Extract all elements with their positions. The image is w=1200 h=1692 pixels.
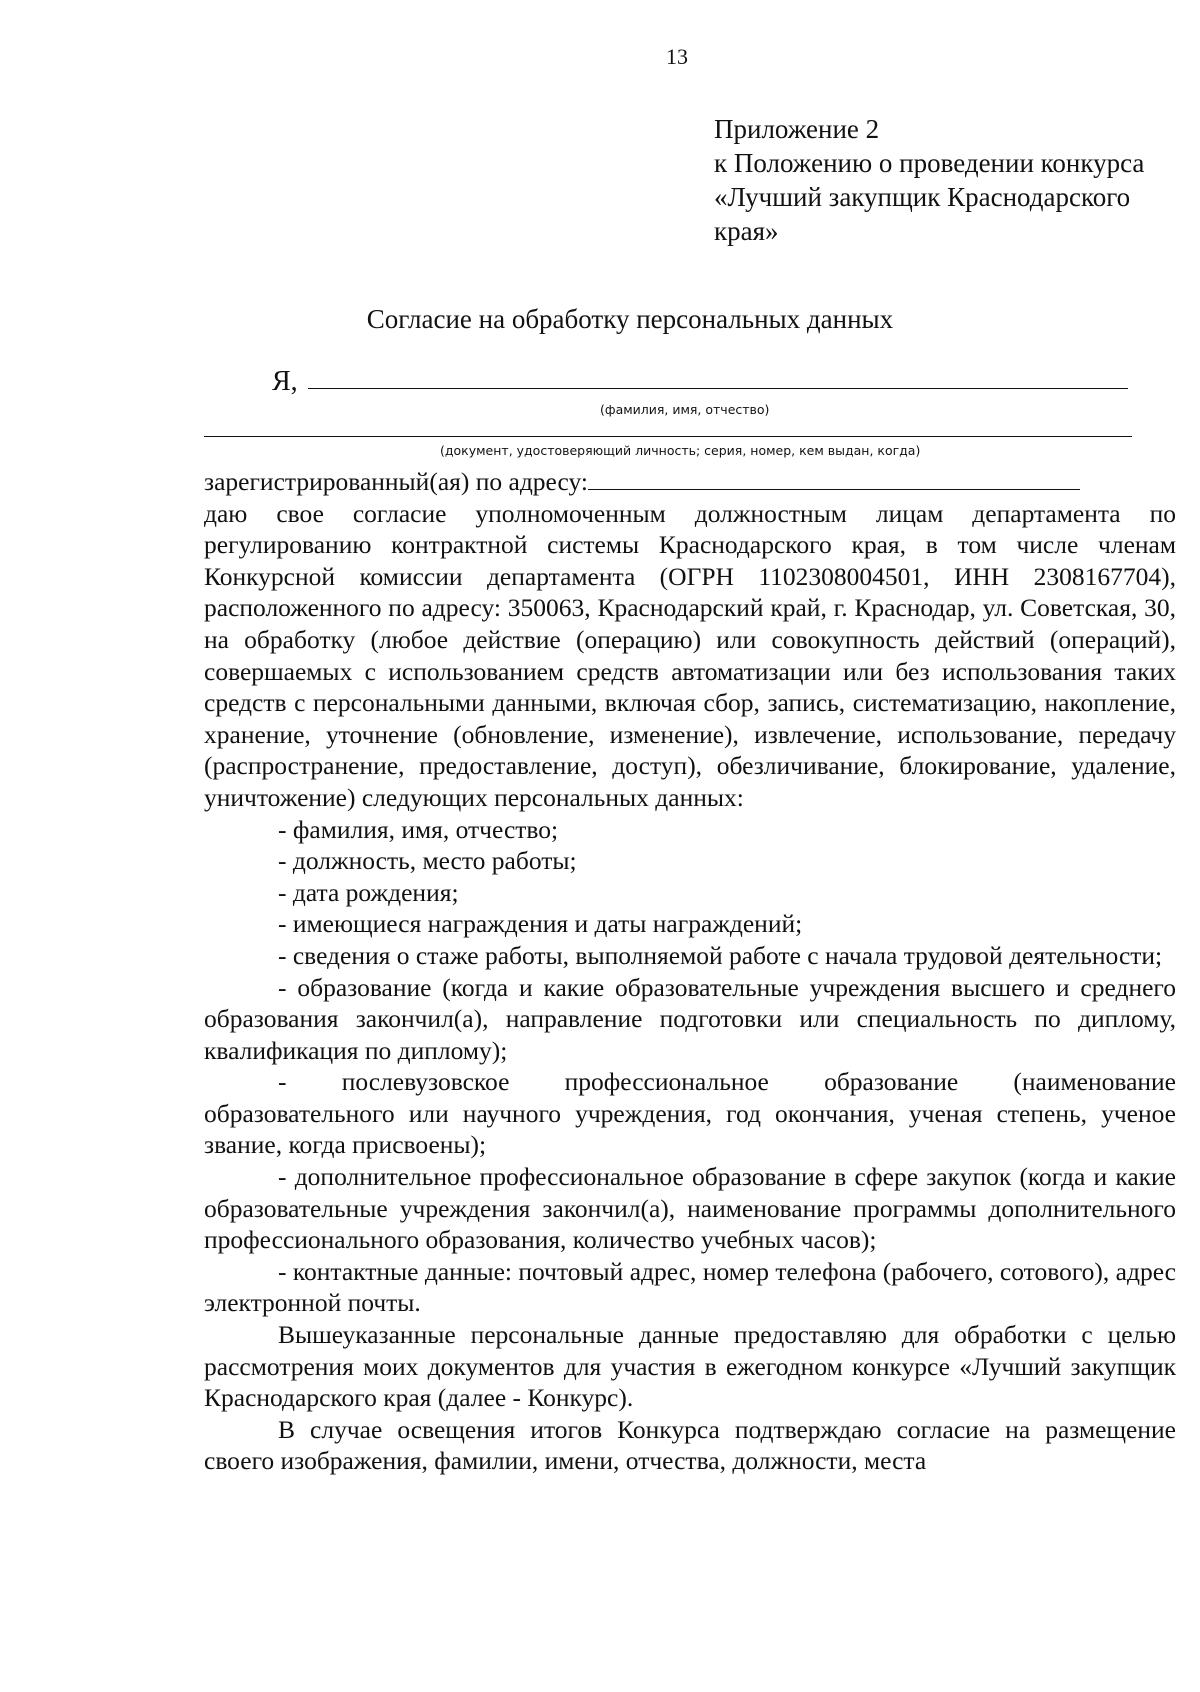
- fio-fill-line: [308, 368, 1128, 389]
- publication-paragraph: В случае освещения итогов Конкурса подтверждаю согласие на размещение своего изображения, фамилии, имени, отчества, должности, места: [204, 1414, 1176, 1476]
- ya-label: Я,: [272, 366, 298, 397]
- appendix-line: к Положению о проведении конкурса: [714, 148, 1145, 178]
- data-item: - дополнительное профессиональное образование в сфере закупок (когда и какие образовательные учреждения закончил(а), наименование программы дополнительного профессионального образования, количество учебных часов);: [204, 1162, 1176, 1255]
- data-item: - дата рождения;: [278, 877, 459, 907]
- data-item: - образование (когда и какие образовательные учреждения высшего и среднего образования закончил(а), направление подготовки или специальность по диплому, квалификация по диплому);: [204, 972, 1176, 1065]
- address-line: [204, 466, 1176, 498]
- appendix-heading: [714, 112, 1184, 248]
- address-label: зарегистрированный(ая) по адресу:: [204, 467, 588, 496]
- appendix-line: «Лучший закупщик Краснодарского: [714, 182, 1131, 212]
- appendix-line: Приложение 2: [714, 114, 880, 144]
- consent-paragraph: даю свое согласие уполномоченным должностным лицам департамента по регулированию контрактной системы Краснодарского края, в том числе членам Конкурсной комиссии департамента (ОГРН 1102308004501, ИНН 2308167704), расположенного по адресу: 350063, Краснодарский край, г. Краснодар, ул. Советская, 30, на обработку (любое действие (операцию) или совокупность действий (операций), совершаемых с использованием средств автоматизации или без использования таких средств с персональными данными, включая сбор, запись, систематизацию, накопление, хранение, уточнение (обновление, изменение), извлечение, использование, передачу (распространение, предоставление, доступ), обезличивание, блокирование, удаление, уничтожение) следующих персональных данных:: [204, 498, 1176, 812]
- document-fill-line: [204, 426, 1132, 437]
- fio-caption: (фамилия, имя, отчество): [600, 402, 770, 417]
- document-title: Согласие на обработку персональных данных: [366, 304, 894, 334]
- data-item: - должность, место работы;: [278, 846, 577, 876]
- data-item: - контактные данные: почтовый адрес, номер телефона (рабочего, сотового), адрес электронной почты.: [204, 1256, 1176, 1318]
- consent-body: [204, 466, 1176, 1477]
- page-number: 13: [666, 44, 688, 69]
- data-item: - сведения о стаже работы, выполняемой работе с начала трудовой деятельности;: [278, 940, 1163, 970]
- purpose-paragraph: Вышеуказанные персональные данные предоставляю для обработки с целью рассмотрения моих документов для участия в ежегодном конкурсе «Лучший закупщик Краснодарского края (далее - Конкурс).: [204, 1320, 1176, 1413]
- document-caption: (документ, удостоверяющий личность; серия, номер, кем выдан, когда): [440, 443, 921, 458]
- data-item: - фамилия, имя, отчество;: [278, 814, 559, 844]
- data-item: - послевузовское профессиональное образование (наименование образовательного или научного учреждения, год окончания, ученая степень, ученое звание, когда присвоены);: [204, 1067, 1176, 1160]
- appendix-line: края»: [714, 216, 779, 246]
- address-fill-line: [588, 467, 1080, 490]
- data-item: - имеющиеся награждения и даты награждений;: [278, 909, 803, 939]
